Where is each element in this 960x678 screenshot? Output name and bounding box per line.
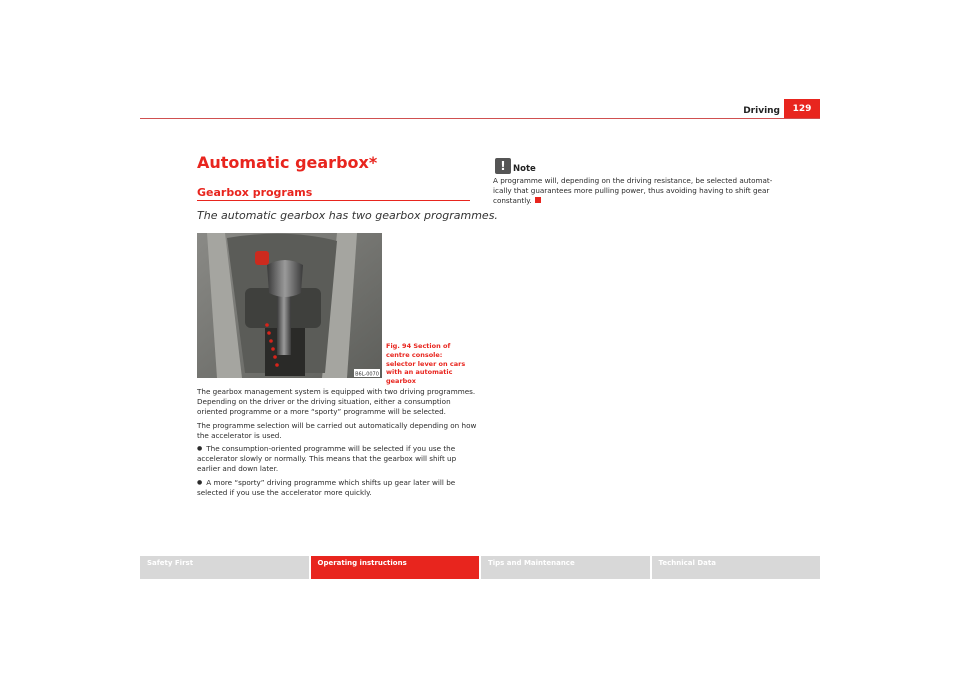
note-heading: Note <box>513 164 536 174</box>
chapter-title: Automatic gearbox* <box>197 153 378 172</box>
body-text <box>197 387 477 501</box>
figure-code: B6L-0070 <box>355 371 379 378</box>
paragraph: The gearbox management system is equipped with two driving programmes. Depending on the driver or the driving situation, either a consumption oriented programme or a more “sporty” programme will be selected. <box>197 387 476 417</box>
end-marker-icon <box>535 197 541 203</box>
footer-tab-operating-instructions[interactable]: Operating instructions <box>311 556 480 579</box>
paragraph: The programme selection will be carried out automatically depending on how the accelerator is used. <box>197 420 477 440</box>
note-text <box>493 176 773 207</box>
footer-tab-tips-and-maintenance[interactable]: Tips and Maintenance <box>481 556 650 579</box>
intro-text: The automatic gearbox has two gearbox programmes. <box>197 209 498 222</box>
subtitle-divider <box>197 200 470 201</box>
page-number: 129 <box>784 99 820 118</box>
bullet-item: ● The consumption-oriented programme will be selected if you use the accelerator slowly or normally. This means that the gearbox will shift up earlier and down later. <box>197 444 477 475</box>
bullet-item: ● A more “sporty” driving programme which shifts up gear later will be selected if you use the accelerator more quickly. <box>197 478 477 498</box>
section-subtitle: Gearbox programs <box>197 186 313 199</box>
section-title: Driving <box>743 106 780 116</box>
footer-tab-technical-data[interactable]: Technical Data <box>652 556 821 579</box>
footer-nav <box>140 556 820 579</box>
figure-caption: Fig. 94 Section of centre console: selector lever on cars with an automatic gearbox <box>386 342 466 386</box>
header-divider <box>140 118 820 119</box>
footer-tab-safety-first[interactable]: Safety First <box>140 556 309 579</box>
note-body: A programme will, depending on the driving resistance, be selected automat- ically that guarantees more pulling power, thus avoiding having to shift gear constantly. <box>493 176 773 206</box>
note-icon <box>495 158 511 174</box>
gear-selector-illustration <box>197 233 382 378</box>
